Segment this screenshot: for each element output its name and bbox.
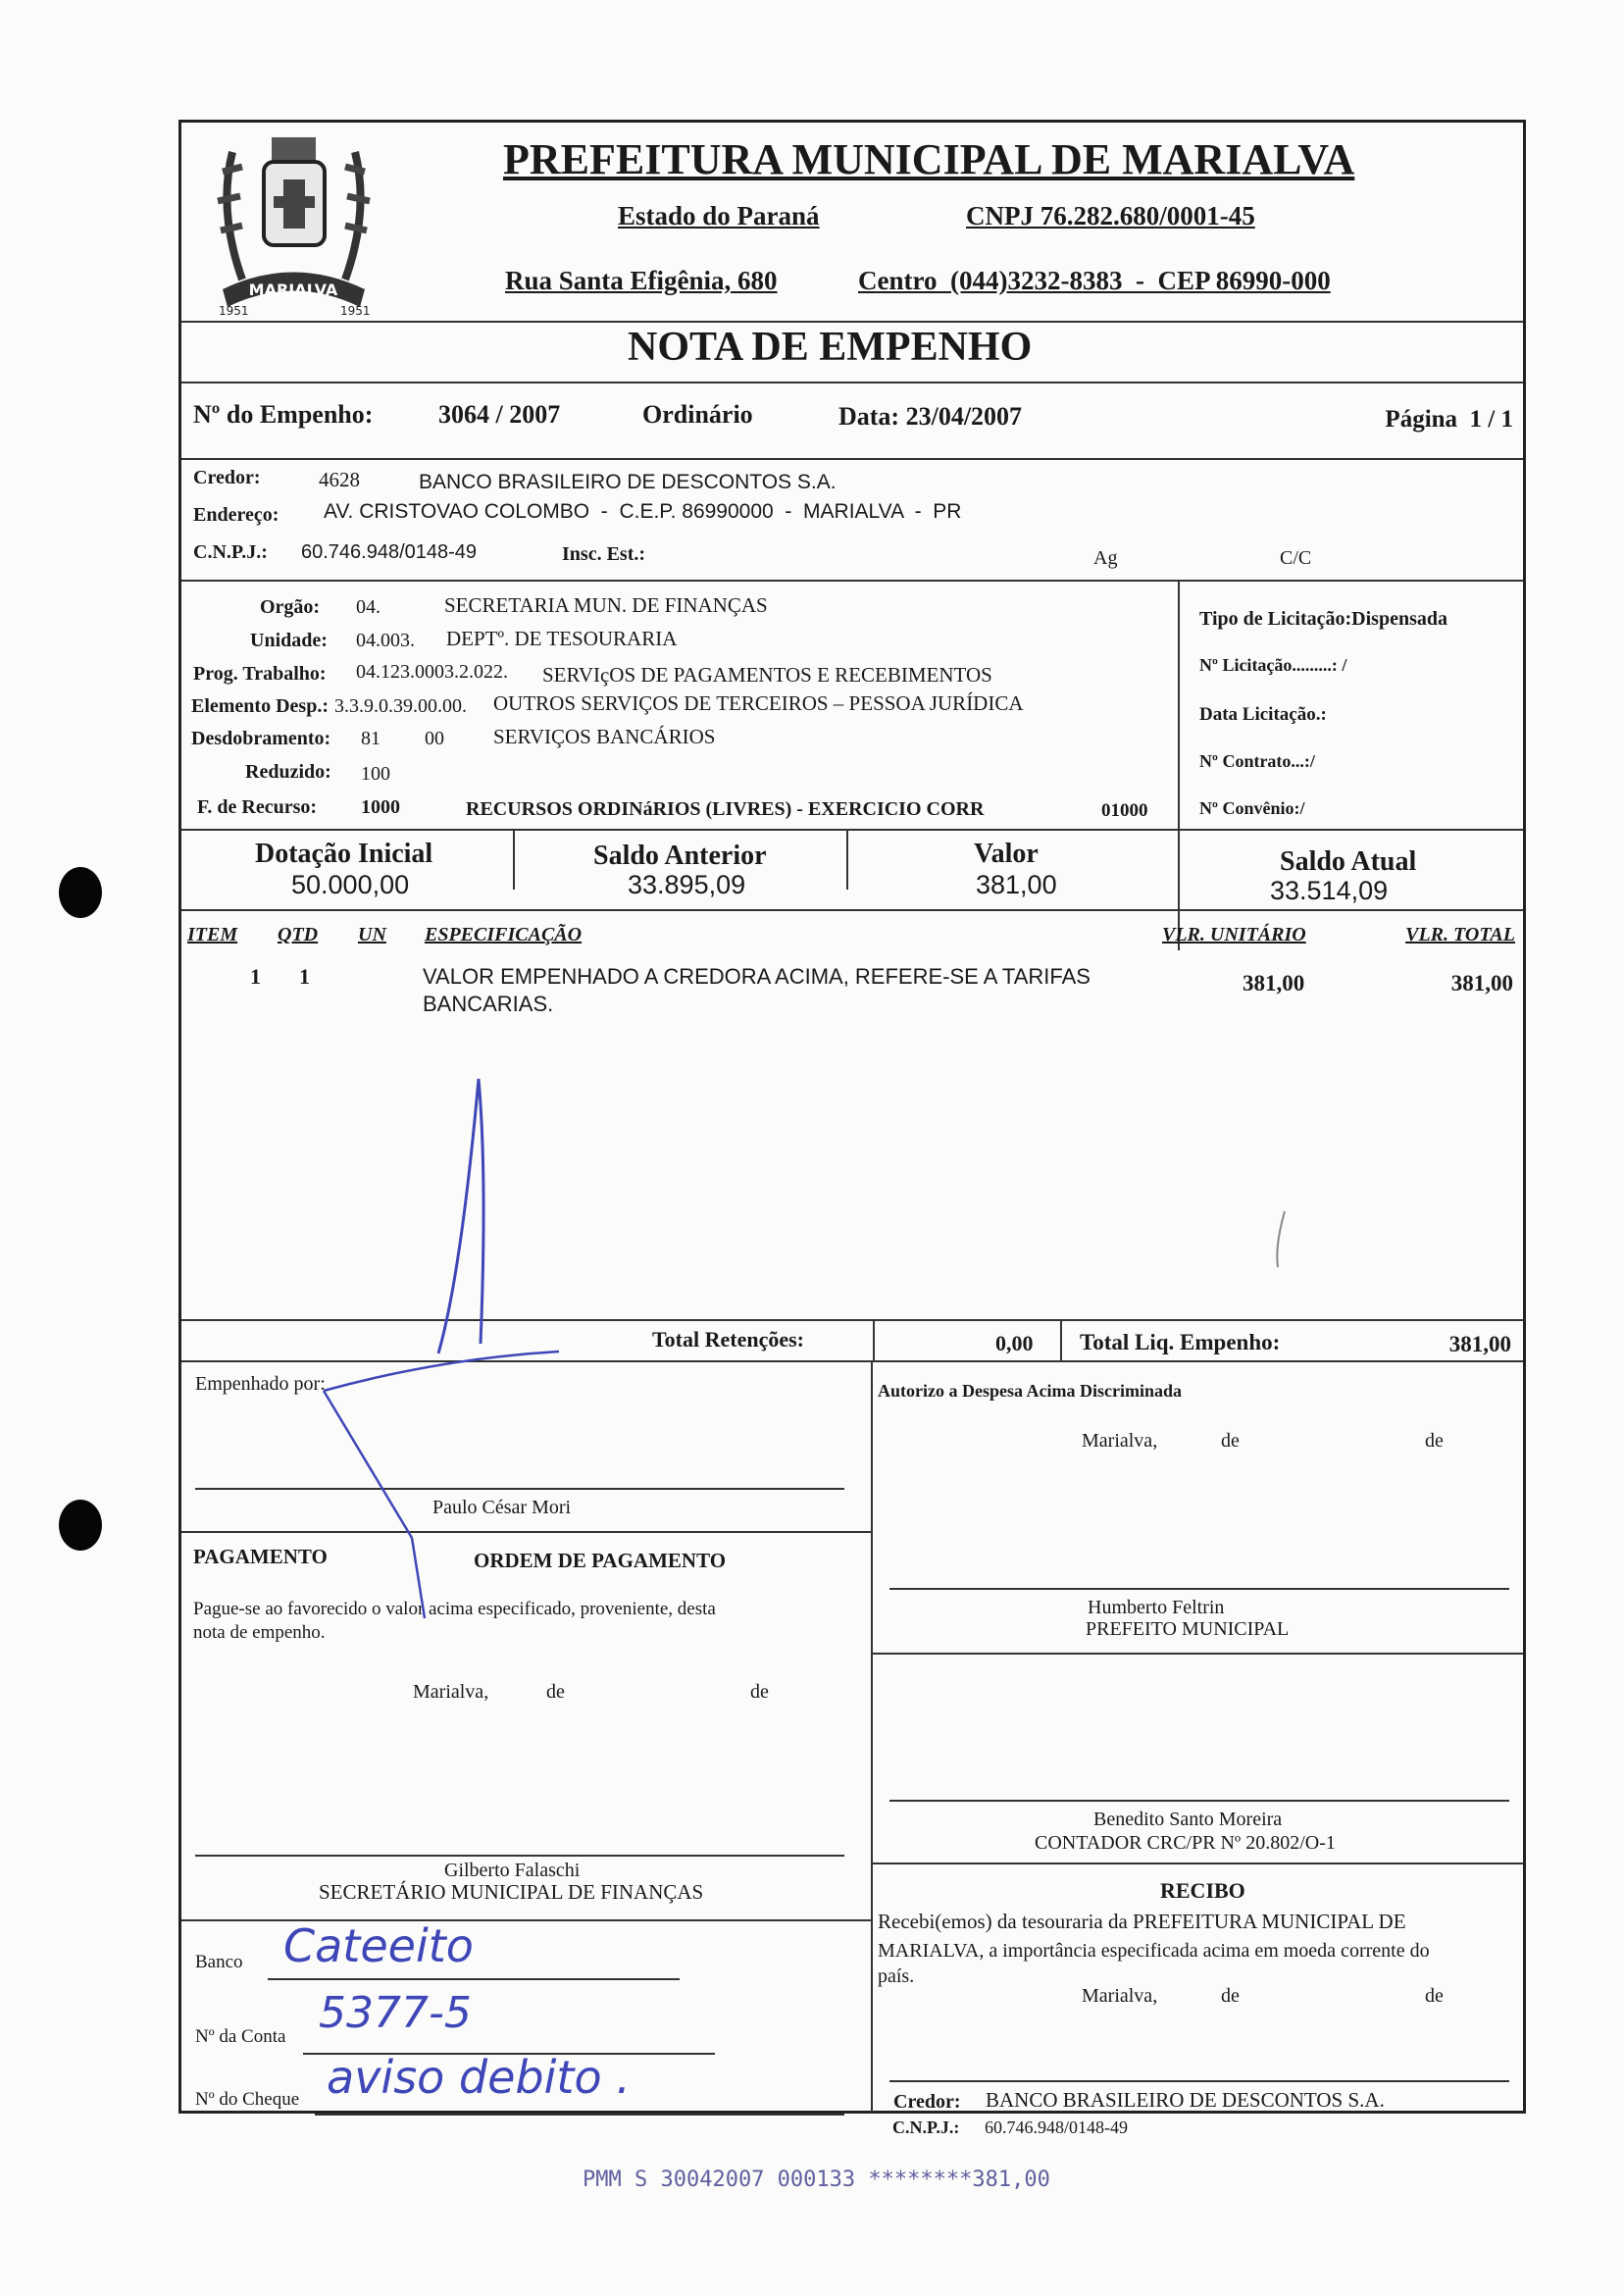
item-unit-value: 381,00 bbox=[1243, 971, 1305, 995]
crest-text: MARIALVA bbox=[248, 281, 338, 299]
orgao-label: Orgão: bbox=[260, 596, 321, 618]
page-number: Página 1 / 1 bbox=[1385, 406, 1513, 433]
total-retencoes-label: Total Retenções: bbox=[652, 1327, 804, 1352]
recibo-title: RECIBO bbox=[1160, 1878, 1245, 1903]
numero-licitacao: Nº Licitação.........: / bbox=[1199, 655, 1347, 675]
col-vlr-unitario: VLR. UNITÁRIO bbox=[1162, 924, 1306, 945]
saldo-anterior-value: 33.895,09 bbox=[628, 870, 746, 899]
orgao-code: 04. bbox=[356, 596, 381, 618]
col-especificacao: ESPECIFICAÇÃO bbox=[425, 924, 583, 945]
desdobramento-code: 81 bbox=[361, 728, 381, 749]
ordem-pagamento-label: ORDEM DE PAGAMENTO bbox=[474, 1549, 727, 1572]
pagamento-text-line2: nota de empenho. bbox=[193, 1622, 326, 1643]
item-qtd: 1 bbox=[299, 964, 310, 989]
footer-stamp: PMM S 30042007 000133 ********381,00 bbox=[583, 2168, 1050, 2192]
prefeito-signer: Humberto Feltrin bbox=[1088, 1597, 1225, 1618]
pagamento-de2: de bbox=[750, 1681, 769, 1703]
valor-label: Valor bbox=[974, 839, 1039, 869]
recibo-cnpj-label: C.N.P.J.: bbox=[892, 2117, 960, 2137]
item-total-value: 381,00 bbox=[1450, 971, 1513, 995]
pagamento-text-line1: Pague-se ao favorecido o valor acima especificado, proveniente, desta bbox=[193, 1599, 716, 1619]
pagamento-label: PAGAMENTO bbox=[193, 1545, 328, 1568]
empenho-number-label: Nº do Empenho: bbox=[193, 400, 374, 429]
orgao-name: SECRETARIA MUN. DE FINANÇAS bbox=[444, 593, 768, 617]
reduzido-code: 100 bbox=[361, 763, 390, 785]
item-spec-line2: BANCARIAS. bbox=[423, 992, 554, 1016]
conta-value[interactable]: 5377-5 bbox=[319, 1988, 472, 2038]
prog-trabalho-name: SERVIçOS DE PAGAMENTOS E RECEBIMENTOS bbox=[542, 663, 992, 687]
empenho-number: 3064 / 2007 bbox=[438, 400, 561, 429]
conta-label: Nº da Conta bbox=[195, 2026, 286, 2047]
numero-convenio: Nº Convênio:/ bbox=[1199, 798, 1305, 818]
col-un: UN bbox=[358, 924, 386, 945]
unidade-code: 04.003. bbox=[356, 630, 415, 651]
empenhado-signer: Paulo César Mori bbox=[432, 1497, 572, 1518]
col-vlr-total: VLR. TOTAL bbox=[1405, 924, 1515, 945]
total-liq-value: 381,00 bbox=[1448, 1332, 1511, 1356]
desdobramento-sub: 00 bbox=[425, 728, 444, 749]
recibo-credor-label: Credor: bbox=[893, 2091, 961, 2113]
municipality-contact: Centro (044)3232-8383 - CEP 86990-000 bbox=[858, 266, 1331, 295]
crest-year-left: 1951 bbox=[219, 304, 249, 318]
data-licitacao: Data Licitação.: bbox=[1199, 704, 1327, 725]
credor-code: 4628 bbox=[319, 468, 360, 491]
unidade-name: DEPTº. DE TESOURARIA bbox=[446, 627, 678, 650]
recibo-line2: MARIALVA, a importância especificada acima em moeda corrente do bbox=[878, 1940, 1430, 1962]
pagamento-de1: de bbox=[546, 1681, 565, 1703]
elemento-code: 3.3.9.0.39.00.00. bbox=[334, 695, 467, 717]
agencia-label: Ag bbox=[1093, 547, 1118, 569]
conta-corrente-label: C/C bbox=[1280, 547, 1312, 569]
recibo-line3: país. bbox=[878, 1965, 915, 1987]
municipality-title: PREFEITURA MUNICIPAL DE MARIALVA bbox=[503, 135, 1355, 183]
prog-trabalho-label: Prog. Trabalho: bbox=[193, 663, 327, 685]
pagamento-city: Marialva, bbox=[413, 1681, 489, 1703]
recibo-de1: de bbox=[1221, 1985, 1240, 2007]
secretario-signer: Gilberto Falaschi bbox=[444, 1860, 581, 1881]
empenho-date: Data: 23/04/2007 bbox=[838, 402, 1023, 431]
credor-label: Credor: bbox=[193, 467, 261, 488]
unidade-label: Unidade: bbox=[250, 630, 328, 651]
col-qtd: QTD bbox=[278, 924, 319, 945]
dotacao-inicial-value: 50.000,00 bbox=[291, 870, 410, 899]
saldo-atual-value: 33.514,09 bbox=[1270, 876, 1389, 905]
item-spec-line1: VALOR EMPENHADO A CREDORA ACIMA, REFERE-SE A TARIFAS bbox=[423, 964, 1091, 989]
total-retencoes-value: 0,00 bbox=[995, 1331, 1034, 1355]
elemento-label: Elemento Desp.: bbox=[191, 695, 329, 717]
banco-label: Banco bbox=[195, 1952, 243, 1972]
empenhado-por-label: Empenhado por: bbox=[195, 1373, 326, 1395]
valor-value: 381,00 bbox=[976, 870, 1057, 899]
saldo-anterior-label: Saldo Anterior bbox=[593, 841, 767, 871]
endereco-label: Endereço: bbox=[193, 504, 279, 526]
fonte-recurso-code: 1000 bbox=[361, 796, 400, 818]
credor-address: AV. CRISTOVAO COLOMBO - C.E.P. 86990000 - MARIALVA - PR bbox=[324, 500, 962, 523]
banco-value[interactable]: Cateeito bbox=[283, 1919, 474, 1972]
municipality-address: Rua Santa Efigênia, 680 bbox=[505, 266, 778, 295]
state-label: Estado do Paraná bbox=[618, 201, 820, 230]
recibo-cnpj: 60.746.948/0148-49 bbox=[985, 2117, 1128, 2137]
municipality-cnpj: CNPJ 76.282.680/0001-45 bbox=[966, 201, 1255, 230]
desdobramento-label: Desdobramento: bbox=[191, 728, 331, 749]
desdobramento-name: SERVIÇOS BANCÁRIOS bbox=[493, 725, 716, 748]
document-title: NOTA DE EMPENHO bbox=[628, 325, 1033, 370]
contador-signer: Benedito Santo Moreira bbox=[1093, 1809, 1283, 1830]
saldo-atual-label: Saldo Atual bbox=[1280, 846, 1417, 877]
fonte-recurso-num: 01000 bbox=[1101, 800, 1148, 821]
autorizo-city: Marialva, bbox=[1082, 1430, 1158, 1452]
cnpj-label: C.N.P.J.: bbox=[193, 541, 268, 563]
item-number: 1 bbox=[250, 964, 261, 989]
recibo-credor-name: BANCO BRASILEIRO DE DESCONTOS S.A. bbox=[986, 2088, 1385, 2112]
secretario-role: SECRETÁRIO MUNICIPAL DE FINANÇAS bbox=[319, 1880, 704, 1904]
autorizo-de2: de bbox=[1425, 1430, 1444, 1452]
prog-trabalho-code: 04.123.0003.2.022. bbox=[356, 661, 508, 683]
recibo-city: Marialva, bbox=[1082, 1985, 1158, 2007]
recibo-line1: Recebi(emos) da tesouraria da PREFEITURA MUNICIPAL DE bbox=[878, 1910, 1406, 1933]
tipo-licitacao: Tipo de Licitação:Dispensada bbox=[1199, 608, 1447, 630]
fonte-recurso-label: F. de Recurso: bbox=[197, 796, 318, 818]
recibo-de2: de bbox=[1425, 1985, 1444, 2007]
insc-est-label: Insc. Est.: bbox=[562, 543, 646, 565]
credor-cnpj: 60.746.948/0148-49 bbox=[301, 541, 478, 563]
autorizo-de1: de bbox=[1221, 1430, 1240, 1452]
reduzido-label: Reduzido: bbox=[245, 761, 331, 783]
contador-role: CONTADOR CRC/PR Nº 20.802/O-1 bbox=[1035, 1832, 1336, 1854]
prefeito-role: PREFEITO MUNICIPAL bbox=[1086, 1618, 1290, 1640]
credor-name: BANCO BRASILEIRO DE DESCONTOS S.A. bbox=[419, 471, 837, 493]
numero-contrato: Nº Contrato...:/ bbox=[1199, 751, 1315, 771]
cheque-value[interactable]: aviso debito . bbox=[327, 2051, 631, 2104]
fonte-recurso-name: RECURSOS ORDINáRIOS (LIVRES) - EXERCICIO CORR bbox=[466, 798, 985, 820]
empenho-type: Ordinário bbox=[642, 400, 753, 429]
cheque-label: Nº do Cheque bbox=[195, 2089, 300, 2110]
dotacao-inicial-label: Dotação Inicial bbox=[255, 839, 433, 869]
col-item: ITEM bbox=[187, 924, 238, 945]
total-liq-label: Total Liq. Empenho: bbox=[1080, 1330, 1281, 1354]
crest-year-right: 1951 bbox=[340, 304, 371, 318]
autorizo-label: Autorizo a Despesa Acima Discriminada bbox=[878, 1381, 1182, 1401]
elemento-name: OUTROS SERVIÇOS DE TERCEIROS – PESSOA JURÍDICA bbox=[493, 691, 1024, 715]
